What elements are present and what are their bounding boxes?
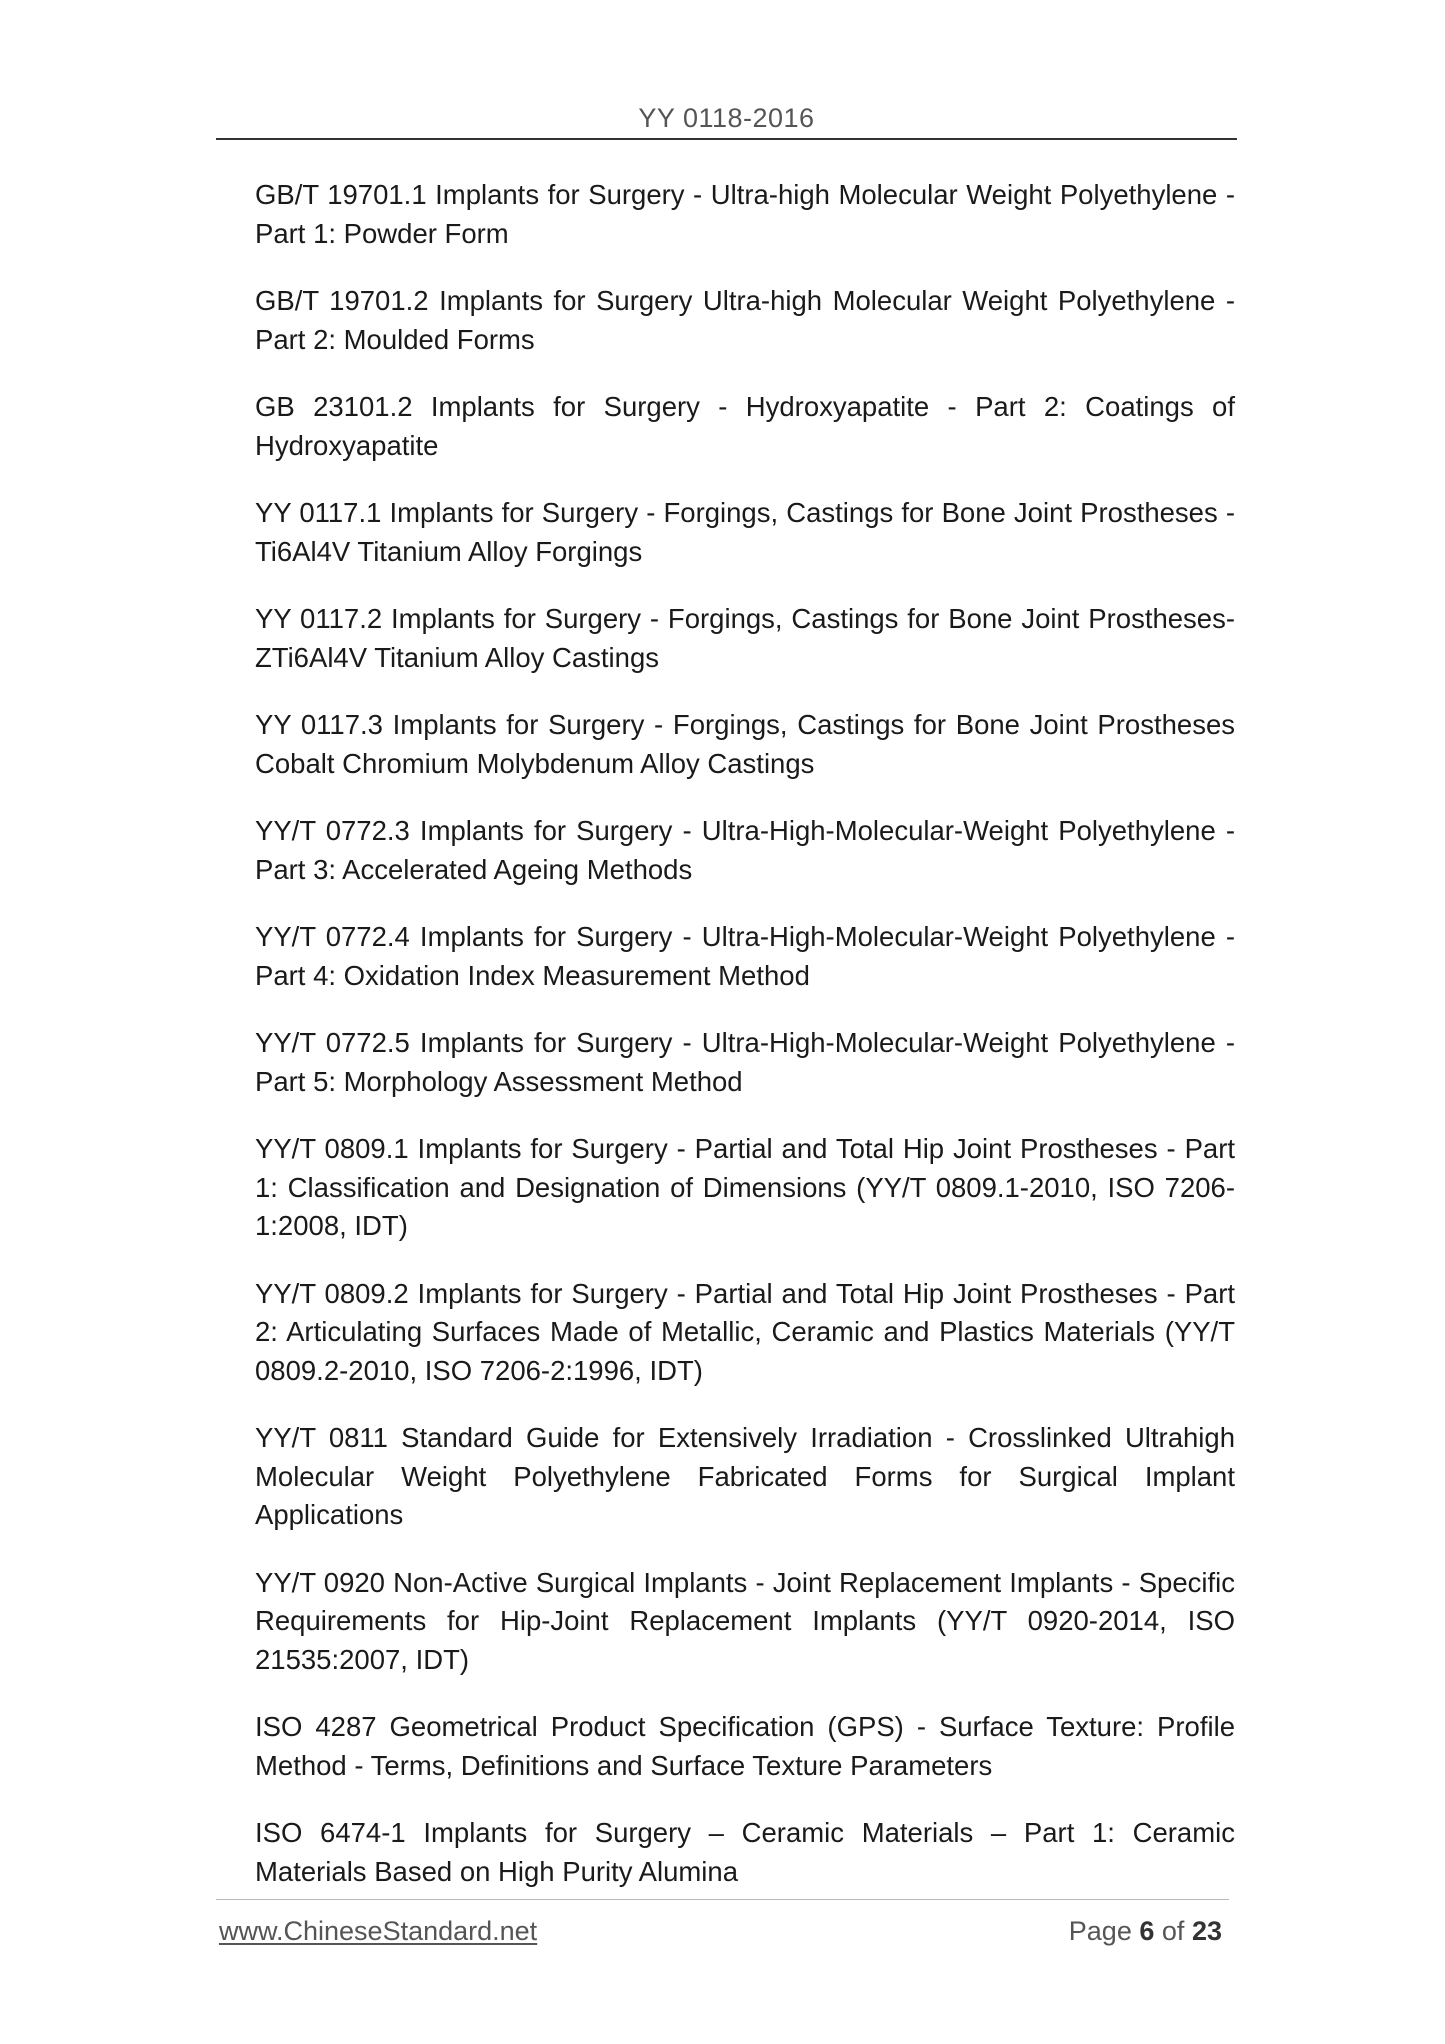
normative-references-list bbox=[255, 176, 1235, 1920]
reference-item: YY 0117.3 Implants for Surgery - Forgings, Castings for Bone Joint Prostheses Cobalt Chromium Molybdenum Alloy Castings bbox=[255, 709, 1235, 779]
website-link[interactable]: www.ChineseStandard.net bbox=[219, 1916, 538, 1946]
reference-item: GB/T 19701.1 Implants for Surgery - Ultra-high Molecular Weight Polyethylene - Part 1: Powder Form bbox=[255, 179, 1235, 249]
reference-item: YY/T 0772.4 Implants for Surgery - Ultra-High-Molecular-Weight Polyethylene - Part 4: Oxidation Index Measurement Method bbox=[255, 921, 1235, 991]
page-current: 6 bbox=[1139, 1916, 1155, 1946]
reference-item: YY 0117.1 Implants for Surgery - Forgings, Castings for Bone Joint Prostheses - Ti6Al4V Titanium Alloy Forgings bbox=[255, 497, 1235, 567]
reference-item: YY/T 0809.1 Implants for Surgery - Partial and Total Hip Joint Prostheses - Part 1: Classification and Designation of Dimensions (YY/T 0809.1-2010, ISO 7206-1:2008, IDT) bbox=[255, 1133, 1235, 1241]
page-total: 23 bbox=[1191, 1916, 1222, 1946]
page-header bbox=[216, 102, 1237, 140]
page-number bbox=[1069, 1916, 1222, 1947]
footer-divider bbox=[216, 1899, 1229, 1900]
reference-item: YY 0117.2 Implants for Surgery - Forgings, Castings for Bone Joint Prostheses-ZTi6Al4V Titanium Alloy Castings bbox=[255, 603, 1235, 673]
page-of-label: of bbox=[1161, 1916, 1185, 1946]
page-label: Page bbox=[1068, 1916, 1132, 1946]
reference-item: YY/T 0772.5 Implants for Surgery - Ultra-High-Molecular-Weight Polyethylene - Part 5: Morphology Assessment Method bbox=[255, 1027, 1235, 1097]
reference-item: ISO 6474-1 Implants for Surgery – Ceramic Materials – Part 1: Ceramic Materials Based on High Purity Alumina bbox=[255, 1817, 1235, 1887]
reference-item: YY/T 0920 Non-Active Surgical Implants - Joint Replacement Implants - Specific Requirements for Hip-Joint Replacement Implants (YY/T 0920-2014, ISO 21535:2007, IDT) bbox=[255, 1566, 1235, 1675]
reference-item: GB/T 19701.2 Implants for Surgery Ultra-high Molecular Weight Polyethylene - Part 2: Moulded Forms bbox=[255, 285, 1235, 355]
reference-item: YY/T 0811 Standard Guide for Extensively Irradiation - Crosslinked Ultrahigh Molecular Weight Polyethylene Fabricated Forms for Surgical Implant Applications bbox=[255, 1422, 1235, 1530]
reference-item: ISO 4287 Geometrical Product Specification (GPS) - Surface Texture: Profile Method - Terms, Definitions and Surface Texture Parameters bbox=[255, 1711, 1235, 1781]
reference-item: YY/T 0772.3 Implants for Surgery - Ultra-High-Molecular-Weight Polyethylene - Part 3: Accelerated Ageing Methods bbox=[255, 815, 1235, 885]
document-code: YY 0118-2016 bbox=[638, 103, 815, 133]
reference-item: YY/T 0809.2 Implants for Surgery - Partial and Total Hip Joint Prostheses - Part 2: Articulating Surfaces Made of Metallic, Ceramic and Plastics Materials (YY/T 0809.2-2010, ISO 7206-2:1996, IDT) bbox=[255, 1277, 1235, 1386]
reference-item: GB 23101.2 Implants for Surgery - Hydroxyapatite - Part 2: Coatings of Hydroxyapatite bbox=[255, 391, 1235, 461]
